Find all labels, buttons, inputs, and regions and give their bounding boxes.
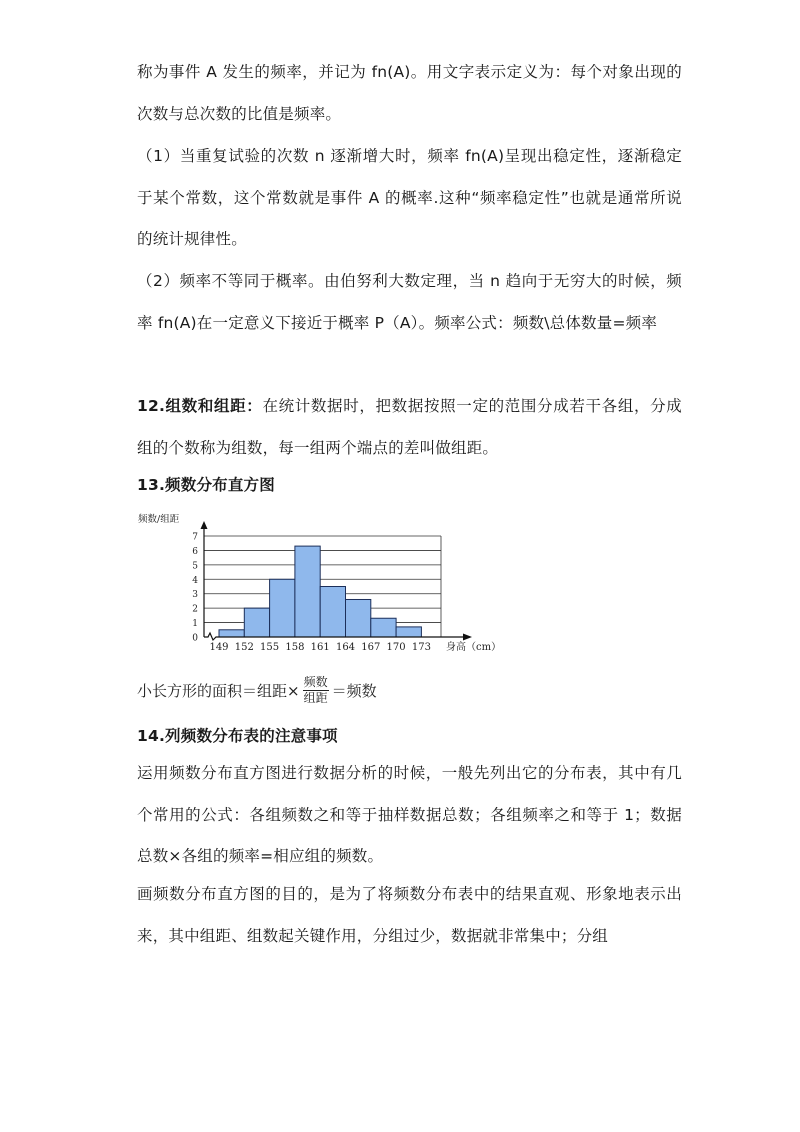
- section-12-title: 12.组数和组距：: [137, 397, 263, 415]
- histogram-bar: [295, 546, 320, 637]
- x-tick-label: 155: [260, 642, 280, 653]
- formula-numerator: 频数: [303, 674, 328, 689]
- formula-rhs: ＝频数: [331, 681, 377, 700]
- y-tick-label: 2: [192, 604, 198, 615]
- section-14-title: 14.列频数分布表的注意事项: [137, 727, 338, 745]
- histogram-chart: [136, 510, 506, 660]
- x-tick-label: 170: [386, 642, 406, 653]
- section-12-body: 在统计数据时，把数据按照一定的范围分成若干各组，分成组的个数称为组数，每一组两个端点的差叫做组距。: [137, 397, 682, 457]
- histogram-bar: [244, 608, 269, 637]
- y-axis-label: 频数/组距: [138, 514, 180, 525]
- y-tick-label: 3: [192, 590, 198, 601]
- histogram-bar: [320, 587, 345, 638]
- histogram-svg: [136, 510, 506, 660]
- y-tick-label: 1: [192, 619, 198, 630]
- y-tick-label: 6: [192, 546, 198, 557]
- section-14-body-2: 画频数分布直方图的目的，是为了将频数分布表中的结果直观、形象地表示出来，其中组距、组数起关键作用，分组过少，数据就非常集中；分组: [137, 885, 682, 945]
- section-13-title: 13.频数分布直方图: [137, 476, 275, 494]
- x-tick-label: 149: [209, 642, 229, 653]
- area-formula: [137, 668, 377, 712]
- histogram-bar: [219, 630, 244, 637]
- y-axis-arrow: [201, 521, 208, 529]
- paragraph-frequency-vs-probability: （2）频率不等同于概率。由伯努利大数定理，当 n 趋向于无穷大的时候，频率 fn(A)在一定意义下接近于概率 P（A）。频率公式：频数\总体数量=频率: [137, 272, 682, 332]
- y-tick-label: 0: [192, 633, 198, 644]
- x-tick-label: 161: [310, 642, 330, 653]
- formula-fraction: [303, 675, 329, 706]
- section-12-paragraph: [137, 386, 682, 469]
- histogram-bar: [346, 599, 371, 637]
- y-tick-label: 7: [192, 532, 198, 543]
- histogram-bar: [396, 627, 421, 637]
- formula-denominator: 组距: [303, 690, 328, 705]
- x-tick-label: 158: [285, 642, 305, 653]
- x-tick-label: 152: [234, 642, 254, 653]
- paragraph-frequency-definition: 称为事件 A 发生的频率，并记为 fn(A)。用文字表示定义为：每个对象出现的次数与总次数的比值是频率。: [137, 63, 682, 123]
- y-tick-label: 4: [192, 575, 198, 586]
- histogram-bar: [270, 579, 295, 637]
- x-tick-label: 167: [361, 642, 381, 653]
- formula-lhs: 小长方形的面积＝组距×: [137, 681, 300, 700]
- x-tick-label: 173: [411, 642, 431, 653]
- y-tick-label: 5: [192, 561, 198, 572]
- section-14-body-1: 运用频数分布直方图进行数据分析的时候，一般先列出它的分布表，其中有几个常用的公式：各组频数之和等于抽样数据总数；各组频率之和等于 1；数据总数×各组的频率=相应组的频数。: [137, 764, 682, 865]
- histogram-bar: [371, 618, 396, 637]
- x-axis-label: 身高（cm）: [446, 642, 502, 653]
- x-tick-label: 164: [335, 642, 356, 653]
- x-axis-arrow: [463, 634, 472, 641]
- paragraph-frequency-stability: （1）当重复试验的次数 n 逐渐增大时，频率 fn(A)呈现出稳定性，逐渐稳定于某个常数，这个常数就是事件 A 的概率.这种“频率稳定性”也就是通常所说的统计规律性。: [137, 147, 682, 248]
